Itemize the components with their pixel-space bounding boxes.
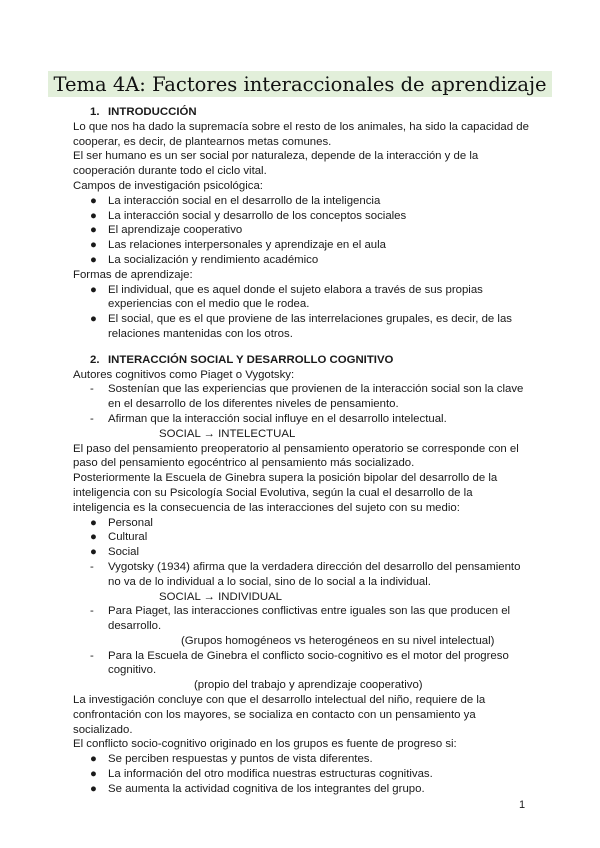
- section-1-heading: [73, 105, 529, 120]
- conflicto-list: [73, 752, 529, 796]
- section-1-title: INTRODUCCIÓN: [108, 106, 197, 118]
- formas-list: [73, 283, 529, 342]
- list-item: ● Las relaciones interpersonales y aprendizaje en el aula: [90, 239, 386, 252]
- section-2-number: 2.: [90, 353, 100, 366]
- title-wrap: [0, 71, 600, 97]
- list-item: ● Se perciben respuestas y puntos de vista diferentes.: [90, 753, 373, 766]
- list-item: ● Personal: [90, 516, 153, 529]
- piaget-list: [73, 604, 529, 634]
- list-item: - Para Piaget, las interacciones conflictivas entre iguales son las que producen el desarrollo.: [90, 605, 511, 633]
- autores-label: Autores cognitivos como Piaget o Vygotsky:: [73, 368, 295, 381]
- note-propio: (propio del trabajo y aprendizaje cooperativo): [194, 679, 423, 692]
- list-item: ● Social: [90, 546, 140, 559]
- list-item: - Para la Escuela de Ginebra el conflicto socio-cognitivo es el motor del progreso cognitivo.: [90, 649, 509, 677]
- document-body: [73, 104, 529, 797]
- page-number: 1: [519, 799, 526, 811]
- arrow-social-intelectual: SOCIAL → INTELECTUAL: [159, 427, 296, 440]
- paragraph-supremacia: Lo que nos ha dado la supremacía sobre el resto de los animales, ha sido la capacidad de cooperar, es decir, de plantearnos metas comunes.: [73, 120, 529, 148]
- note-grupos: (Grupos homogéneos vs heterogéneos en su nivel intelectual): [181, 634, 495, 647]
- medio-list: [73, 516, 529, 590]
- list-item: ● La interacción social en el desarrollo de la inteligencia: [90, 194, 381, 207]
- list-item: ● La interacción social y desarrollo de los conceptos sociales: [90, 209, 407, 222]
- list-item: ● La información del otro modifica nuestras estructuras cognitivas.: [90, 768, 433, 781]
- section-1-number: 1.: [90, 106, 100, 118]
- section-2-title: INTERACCIÓN SOCIAL Y DESARROLLO COGNITIVO: [108, 353, 394, 366]
- paragraph-ser-humano: El ser humano es un ser social por naturaleza, depende de la interacción y de la cooperación durante todo el ciclo vital.: [73, 150, 479, 178]
- list-item: - Afirman que la interacción social influye en el desarrollo intelectual.: [90, 412, 447, 425]
- list-item: ● El individual, que es aquel donde el sujeto elabora a través de sus propias experiencias con el medio que le rodea.: [90, 283, 483, 311]
- arrow-social-individual: SOCIAL → INDIVIDUAL: [159, 590, 283, 603]
- paragraph-paso: El paso del pensamiento preoperatorio al pensamiento operatorio se corresponde con el paso del pensamiento egocéntrico al pensamiento más socializado.: [73, 442, 519, 470]
- autores-list: [73, 382, 529, 426]
- list-item: - Vygotsky (1934) afirma que la verdadera dirección del desarrollo del pensamiento no va de lo individual a lo social, sino de lo social a la individual.: [90, 560, 521, 588]
- list-item: ● Se aumenta la actividad cognitiva de los integrantes del grupo.: [90, 782, 425, 795]
- document-title: Tema 4A: Factores interaccionales de aprendizaje: [48, 71, 551, 97]
- ginebra-list: [73, 649, 529, 679]
- list-item: ● Cultural: [90, 531, 148, 544]
- list-item: - Sostenían que las experiencias que provienen de la interacción social son la clave en el desarrollo de los diferentes niveles de pensamiento.: [90, 383, 524, 411]
- campos-label: Campos de investigación psicológica:: [73, 179, 263, 192]
- section-2-heading: [73, 353, 529, 368]
- campos-list: [73, 194, 529, 268]
- list-item: ● El social, que es el que proviene de las interrelaciones grupales, es decir, de las relaciones mantenidas con los otros.: [90, 313, 512, 340]
- paragraph-investigacion: La investigación concluye con que el desarrollo intelectual del niño, requiere de la confrontación con los mayores, se socializa en contacto con un pensamiento ya socializado.: [73, 694, 486, 736]
- paragraph-conflicto: El conflicto socio-cognitivo originado en los grupos es fuente de progreso si:: [73, 738, 457, 751]
- list-item: ● El aprendizaje cooperativo: [90, 224, 243, 237]
- formas-label: Formas de aprendizaje:: [73, 268, 193, 281]
- paragraph-ginebra: Posteriormente la Escuela de Ginebra supera la posición bipolar del desarrollo de la inteligencia con su Psicología Social Evolutiva, según la cual el desarrollo de la inteligencia es la consecuencia de las interacciones del sujeto con su medio:: [73, 472, 498, 514]
- list-item: ● La socialización y rendimiento académico: [90, 253, 319, 266]
